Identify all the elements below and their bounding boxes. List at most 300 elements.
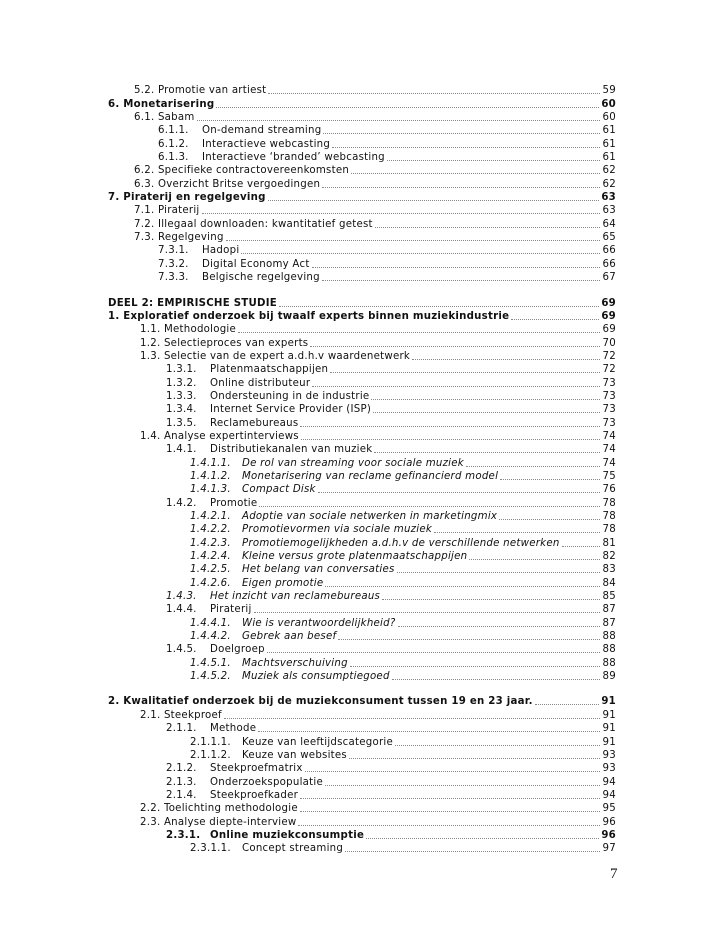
dot-leader bbox=[511, 319, 599, 320]
toc-entry-title: Promotievormen via sociale muziek bbox=[242, 524, 433, 536]
toc-entry-number: 1. bbox=[108, 310, 120, 322]
toc-entry-number: 7.2. bbox=[134, 218, 155, 230]
toc-entry-title: Reclamebureaus bbox=[210, 417, 299, 429]
dot-leader bbox=[366, 838, 599, 839]
dot-leader bbox=[310, 346, 600, 347]
toc-entry bbox=[108, 390, 616, 403]
toc-entry bbox=[108, 111, 616, 124]
toc-entry bbox=[108, 416, 616, 429]
dot-leader bbox=[562, 546, 600, 547]
toc-entry-title: Selectie van de expert a.d.h.v waardenetwerk bbox=[163, 350, 411, 362]
toc-entry bbox=[108, 296, 616, 309]
toc-entry-page: 74 bbox=[602, 444, 616, 456]
toc-entry-number: 6.1.1. bbox=[158, 125, 189, 137]
toc-entry-title: Piraterij bbox=[210, 604, 252, 616]
toc-entry bbox=[108, 670, 616, 683]
toc-entry-title: Exploratief onderzoek bij twaalf experts binnen muziekindustrie bbox=[123, 310, 510, 322]
toc-entry bbox=[108, 244, 616, 257]
toc-entry-number: 1.3.4. bbox=[166, 404, 197, 416]
dot-leader bbox=[298, 825, 600, 826]
toc-entry bbox=[108, 802, 616, 815]
toc-entry-label bbox=[190, 630, 336, 643]
toc-entry-label bbox=[166, 722, 256, 735]
toc-entry-page: 93 bbox=[602, 749, 616, 761]
toc-entry bbox=[108, 257, 616, 270]
toc-entry-title: Compact Disk bbox=[242, 484, 316, 496]
toc-entry-page: 84 bbox=[602, 577, 616, 589]
dot-leader bbox=[499, 519, 600, 520]
toc-entry-page: 74 bbox=[602, 430, 616, 442]
toc-entry-page: 88 bbox=[602, 644, 616, 656]
toc-entry-page: 95 bbox=[602, 803, 616, 815]
toc-entry bbox=[108, 643, 616, 656]
dot-leader bbox=[301, 439, 600, 440]
toc-entry bbox=[108, 496, 616, 509]
toc-entry-title: Regelgeving bbox=[157, 232, 224, 244]
toc-entry-title: Adoptie van sociale netwerken in marketingmix bbox=[242, 511, 498, 522]
dot-leader bbox=[349, 758, 600, 759]
toc-entry-number: 7.1. bbox=[134, 205, 155, 217]
dot-leader bbox=[238, 332, 600, 333]
toc-entry-number: 1.1. bbox=[140, 324, 161, 336]
dot-leader bbox=[392, 679, 600, 680]
dot-leader bbox=[312, 267, 600, 268]
toc-entry-title: Methode bbox=[210, 723, 257, 735]
toc-entry-page: 69 bbox=[601, 297, 616, 309]
toc-entry-number: 1.3.1. bbox=[166, 364, 197, 376]
dot-leader bbox=[300, 798, 600, 799]
toc-entry-title: Piraterij en regelgeving bbox=[123, 192, 266, 204]
toc-entry-number: 2.1.1.2. bbox=[190, 749, 231, 761]
toc-entry bbox=[108, 470, 616, 483]
dot-leader bbox=[325, 586, 600, 587]
toc-entry-label bbox=[190, 483, 316, 496]
toc-entry bbox=[108, 708, 616, 721]
toc-entry-number: 2. bbox=[108, 696, 120, 708]
dot-leader bbox=[374, 452, 600, 453]
toc-entry-number: 2.1.4. bbox=[166, 789, 197, 801]
toc-entry bbox=[108, 590, 616, 603]
toc-entry-label bbox=[134, 218, 373, 231]
dot-leader bbox=[434, 532, 600, 533]
toc-entry-title: Doelgroep bbox=[210, 644, 265, 656]
toc-entry bbox=[108, 483, 616, 496]
toc-entry bbox=[108, 376, 616, 389]
toc-entry bbox=[108, 603, 616, 616]
toc-entry-label bbox=[190, 749, 347, 762]
toc-entry-page: 91 bbox=[602, 709, 616, 721]
toc-entry-number: 1.4.1.3. bbox=[190, 484, 231, 496]
toc-entry-title: Online distributeur bbox=[210, 377, 311, 389]
toc-entry-title: Onderzoekspopulatie bbox=[210, 776, 323, 788]
toc-entry-page: 75 bbox=[602, 470, 616, 482]
toc-entry-page: 96 bbox=[602, 816, 616, 828]
toc-entry-number: 1.4.2.1. bbox=[190, 511, 231, 522]
toc-entry-page: 78 bbox=[602, 524, 616, 536]
toc-entry-page: 94 bbox=[602, 776, 616, 788]
toc-entry-label bbox=[140, 350, 410, 363]
toc-entry bbox=[108, 164, 616, 177]
toc-entry bbox=[108, 789, 616, 802]
toc-entry-page: 81 bbox=[602, 537, 616, 549]
toc-entry-label bbox=[166, 403, 371, 416]
toc-entry-label bbox=[166, 443, 372, 456]
dot-leader bbox=[345, 851, 600, 852]
toc-entry-label bbox=[158, 244, 239, 257]
dot-leader bbox=[375, 227, 600, 228]
toc-entry bbox=[108, 124, 616, 137]
toc-entry bbox=[108, 563, 616, 576]
dot-leader bbox=[535, 704, 600, 705]
toc-entry-title: De rol van streaming voor sociale muziek bbox=[242, 457, 464, 469]
dot-leader bbox=[268, 93, 600, 94]
toc-entry-page: 88 bbox=[602, 657, 616, 669]
toc-entry-page: 70 bbox=[602, 337, 616, 349]
dot-leader bbox=[466, 466, 600, 467]
toc-entry-label bbox=[190, 670, 390, 683]
toc-entry-title: Kwalitatief onderzoek bij de muziekconsument tussen 19 en 23 jaar. bbox=[123, 696, 533, 708]
toc-entry-label bbox=[190, 470, 498, 483]
toc-entry bbox=[108, 695, 616, 708]
toc-entry bbox=[108, 443, 616, 456]
toc-entry-label bbox=[190, 523, 432, 536]
toc-entry-page: 69 bbox=[602, 324, 616, 336]
toc-entry bbox=[108, 616, 616, 629]
toc-entry-label bbox=[166, 590, 380, 603]
toc-entry-page: 91 bbox=[602, 736, 616, 748]
toc-entry-number: 1.4.5.2. bbox=[190, 671, 231, 683]
dot-leader bbox=[397, 572, 600, 573]
dot-leader bbox=[351, 173, 600, 174]
toc-entry-title: Wie is verantwoordelijkheid? bbox=[242, 617, 396, 629]
toc-entry-title: Ondersteuning in de industrie bbox=[210, 390, 370, 402]
toc-entry-label bbox=[158, 258, 310, 271]
toc-entry-label bbox=[158, 151, 385, 164]
toc-entry bbox=[108, 456, 616, 469]
toc-entry bbox=[108, 137, 616, 150]
toc-entry-title: Specifieke contractovereenkomsten bbox=[157, 165, 350, 177]
dot-leader bbox=[258, 731, 600, 732]
toc-entry-title: Hadopi bbox=[202, 245, 240, 257]
toc-entry bbox=[108, 829, 616, 842]
toc-entry-page: 72 bbox=[602, 364, 616, 376]
toc-entry-number: 6.3. bbox=[134, 178, 155, 190]
toc-entry-number: 1.4.1.1. bbox=[190, 457, 231, 469]
toc-entry-label bbox=[108, 310, 509, 323]
toc-entry-label bbox=[190, 657, 348, 670]
toc-entry-page: 87 bbox=[602, 604, 616, 616]
dot-leader bbox=[254, 612, 600, 613]
toc-entry-label bbox=[166, 363, 328, 376]
toc-entry-title: Steekproefkader bbox=[210, 789, 299, 801]
toc-entry-number: 1.3.3. bbox=[166, 390, 197, 402]
dot-leader bbox=[382, 599, 600, 600]
toc-entry-label bbox=[140, 337, 308, 350]
toc-entry-label bbox=[134, 231, 224, 244]
toc-entry bbox=[108, 403, 616, 416]
toc-entry-number: 1.4.2.6. bbox=[190, 577, 231, 589]
toc-entry-page: 94 bbox=[602, 789, 616, 801]
toc-entry-title: On-demand streaming bbox=[202, 125, 322, 137]
toc-entry-label bbox=[190, 550, 467, 563]
toc-entry-page: 73 bbox=[602, 377, 616, 389]
toc-entry-page: 76 bbox=[602, 484, 616, 496]
toc-entry-label bbox=[190, 537, 560, 550]
toc-entry-number: 6.1. bbox=[134, 112, 155, 124]
toc-entry-page: 64 bbox=[602, 218, 616, 230]
toc-entry bbox=[108, 217, 616, 230]
dot-leader bbox=[241, 253, 600, 254]
toc-entry-number: 7.3.2. bbox=[158, 258, 189, 270]
dot-leader bbox=[387, 160, 600, 161]
toc-entry-page: 78 bbox=[602, 497, 616, 509]
toc-entry-page: 87 bbox=[602, 617, 616, 629]
toc-entry-title: Belgische regelgeving bbox=[202, 272, 320, 284]
toc-entry-page: 85 bbox=[602, 591, 616, 603]
toc-entry-label bbox=[134, 111, 195, 124]
toc-entry-page: 83 bbox=[602, 564, 616, 576]
toc-entry-number: 1.4. bbox=[140, 430, 161, 442]
toc-entry-label bbox=[166, 643, 265, 656]
toc-entry bbox=[108, 231, 616, 244]
toc-entry-page: 69 bbox=[601, 310, 616, 322]
toc-entry-title: Kleine versus grote platenmaatschappijen bbox=[242, 551, 468, 563]
dot-leader bbox=[305, 771, 600, 772]
toc-entry-title: Het inzicht van reclamebureaus bbox=[210, 591, 381, 603]
toc-entry bbox=[108, 510, 616, 523]
toc-entry-label bbox=[190, 563, 395, 576]
toc-entry bbox=[108, 775, 616, 788]
toc-entry bbox=[108, 630, 616, 643]
toc-entry-label bbox=[166, 377, 310, 390]
toc-entry-number: 1.4.1.2. bbox=[190, 470, 231, 482]
toc-entry-number: 2.1.3. bbox=[166, 776, 197, 788]
toc-entry bbox=[108, 815, 616, 828]
dot-leader bbox=[330, 372, 600, 373]
dot-leader bbox=[395, 745, 600, 746]
dot-leader bbox=[267, 652, 600, 653]
toc-entry-title: Promotie van artiest bbox=[157, 85, 267, 97]
toc-entry-number: 7.3. bbox=[134, 232, 155, 244]
toc-entry-title: Gebrek aan besef bbox=[242, 631, 337, 643]
toc-entry-number: 2.3.1.1. bbox=[190, 843, 231, 855]
toc-entry-label bbox=[166, 497, 257, 510]
toc-entry-label bbox=[158, 124, 321, 137]
toc-entry-title: Monetarisering van reclame gefinancierd model bbox=[242, 470, 499, 482]
dot-leader bbox=[259, 506, 600, 507]
dot-leader bbox=[216, 107, 599, 108]
toc-entry-number: 2.3.1. bbox=[166, 829, 201, 841]
toc-entry-label bbox=[158, 138, 330, 151]
toc-entry-number: 1.4.4.1. bbox=[190, 617, 231, 629]
toc-entry-page: 62 bbox=[602, 165, 616, 177]
toc-entry-number: 2.1.1. bbox=[166, 723, 197, 735]
toc-entry-number: 1.3. bbox=[140, 350, 161, 362]
toc-entry bbox=[108, 523, 616, 536]
dot-leader bbox=[322, 280, 600, 281]
toc-entry-page: 67 bbox=[602, 272, 616, 284]
toc-entry-title: Platenmaatschappijen bbox=[210, 364, 329, 376]
toc-entry-number: 1.4.4. bbox=[166, 604, 197, 616]
toc-entry-number: 1.4.2.2. bbox=[190, 524, 231, 536]
toc-entry-label bbox=[190, 617, 396, 630]
toc-entry-title: Piraterij bbox=[157, 205, 200, 217]
dot-leader bbox=[332, 147, 600, 148]
toc-entry-label bbox=[166, 603, 252, 616]
toc-entry-label bbox=[134, 164, 349, 177]
toc-entry-title: Selectieproces van experts bbox=[163, 337, 309, 349]
toc-entry-page: 66 bbox=[602, 258, 616, 270]
toc-entry-page: 78 bbox=[602, 511, 616, 522]
toc-entry-number: 5.2. bbox=[134, 85, 155, 97]
toc-entry-page: 63 bbox=[602, 205, 616, 217]
toc-entry-page: 62 bbox=[602, 178, 616, 190]
toc-entry-title: Het belang van conversaties bbox=[242, 564, 395, 576]
toc-entry-number: 7.3.1. bbox=[158, 245, 189, 257]
toc-entry bbox=[108, 762, 616, 775]
toc-entry bbox=[108, 430, 616, 443]
toc-entry-page: 72 bbox=[602, 350, 616, 362]
toc-entry-title: Muziek als consumptiegoed bbox=[242, 671, 390, 683]
toc-entry-number: 1.3.5. bbox=[166, 417, 197, 429]
toc-entry bbox=[108, 576, 616, 589]
toc-entry-page: 91 bbox=[601, 696, 616, 708]
toc-entry-label bbox=[108, 695, 533, 708]
toc-entry bbox=[108, 735, 616, 748]
toc-entry bbox=[108, 310, 616, 323]
page-number: 7 bbox=[610, 866, 618, 882]
toc-entry-title: Overzicht Britse vergoedingen bbox=[157, 178, 321, 190]
toc-entry-number: 6.2. bbox=[134, 165, 155, 177]
toc-entry bbox=[108, 350, 616, 363]
toc-entry bbox=[108, 722, 616, 735]
toc-entry bbox=[108, 271, 616, 284]
toc-entry bbox=[108, 204, 616, 217]
toc-entry-label bbox=[166, 776, 323, 789]
toc-entry-title: Monetarisering bbox=[123, 98, 215, 110]
toc-entry-label bbox=[190, 736, 393, 749]
table-of-contents bbox=[108, 84, 616, 855]
toc-entry-number: 6.1.3. bbox=[158, 152, 189, 164]
dot-leader bbox=[412, 359, 600, 360]
dot-leader bbox=[398, 626, 600, 627]
dot-leader bbox=[371, 399, 600, 400]
toc-entry-page: 82 bbox=[602, 551, 616, 563]
toc-entry-title: Keuze van websites bbox=[242, 749, 347, 761]
toc-entry bbox=[108, 177, 616, 190]
dot-leader bbox=[226, 240, 600, 241]
toc-entry-number: 1.4.3. bbox=[166, 591, 197, 603]
toc-entry-number: 1.4.2.4. bbox=[190, 551, 231, 563]
toc-entry bbox=[108, 842, 616, 855]
dot-leader bbox=[202, 213, 601, 214]
toc-entry-title: Internet Service Provider (ISP) bbox=[210, 404, 372, 416]
toc-entry-page: 59 bbox=[602, 85, 616, 97]
toc-entry-label bbox=[134, 84, 266, 97]
toc-entry-page: 96 bbox=[601, 829, 616, 841]
toc-entry-number: 7.3.3. bbox=[158, 272, 189, 284]
toc-entry-label bbox=[140, 323, 236, 336]
dot-leader bbox=[323, 133, 600, 134]
toc-entry bbox=[108, 323, 616, 336]
dot-leader bbox=[350, 666, 600, 667]
toc-entry-page: 65 bbox=[602, 232, 616, 244]
toc-entry bbox=[108, 97, 616, 110]
toc-entry-title: Steekproef bbox=[163, 709, 222, 721]
toc-entry-label bbox=[140, 430, 299, 443]
toc-entry-number: 2.2. bbox=[140, 803, 161, 815]
toc-entry-label bbox=[134, 204, 200, 217]
toc-entry-title: Interactieve ‘branded’ webcasting bbox=[202, 152, 385, 164]
toc-entry-label bbox=[140, 709, 222, 722]
toc-entry bbox=[108, 84, 616, 97]
toc-entry-page: 73 bbox=[602, 390, 616, 402]
toc-entry-label bbox=[158, 271, 320, 284]
toc-entry bbox=[108, 336, 616, 349]
dot-leader bbox=[268, 200, 600, 201]
toc-entry-title: Illegaal downloaden: kwantitatief getest bbox=[157, 218, 373, 230]
toc-entry-title: Steekproefmatrix bbox=[210, 763, 303, 775]
toc-entry-title: Online muziekconsumptie bbox=[210, 829, 365, 841]
toc-entry-page: 66 bbox=[602, 245, 616, 257]
toc-entry-page: 74 bbox=[602, 457, 616, 469]
toc-entry-title: Toelichting methodologie bbox=[163, 803, 298, 815]
toc-entry-number: 1.4.2.5. bbox=[190, 564, 231, 576]
toc-entry-number: 2.1.2. bbox=[166, 763, 197, 775]
toc-entry-title: Keuze van leeftijdscategorie bbox=[242, 736, 394, 748]
dot-leader bbox=[300, 811, 600, 812]
toc-entry-number: 6.1.2. bbox=[158, 138, 189, 150]
toc-entry-label bbox=[108, 191, 266, 204]
toc-entry-title: Interactieve webcasting bbox=[202, 138, 331, 150]
toc-entry-title: Machtsverschuiving bbox=[242, 657, 348, 669]
toc-entry-number: 2.1.1.1. bbox=[190, 736, 231, 748]
toc-entry-title: Eigen promotie bbox=[242, 577, 324, 589]
toc-entry-title: Promotie bbox=[210, 497, 258, 509]
toc-entry-label bbox=[166, 789, 298, 802]
toc-entry-page: 63 bbox=[601, 192, 616, 204]
toc-entry-title: Promotiemogelijkheden a.d.h.v de verschillende netwerken bbox=[242, 537, 560, 549]
toc-entry bbox=[108, 151, 616, 164]
toc-entry-label bbox=[166, 417, 298, 430]
toc-entry-number: 1.4.5.1. bbox=[190, 657, 231, 669]
toc-entry-number: 1.2. bbox=[140, 337, 161, 349]
toc-entry-title: Distributiekanalen van muziek bbox=[210, 444, 373, 456]
toc-entry-label bbox=[166, 829, 364, 842]
dot-leader bbox=[500, 479, 600, 480]
toc-entry-number: 2.1. bbox=[140, 709, 161, 721]
toc-entry-label bbox=[140, 816, 296, 829]
toc-entry bbox=[108, 656, 616, 669]
toc-entry-title: Analyse diepte-interview bbox=[163, 816, 297, 828]
toc-entry-page: 61 bbox=[602, 152, 616, 164]
toc-entry-number: 1.4.1. bbox=[166, 444, 197, 456]
dot-leader bbox=[197, 120, 600, 121]
toc-entry-title: Analyse expertinterviews bbox=[163, 430, 299, 442]
dot-leader bbox=[224, 718, 600, 719]
toc-entry-label bbox=[190, 577, 323, 590]
dot-leader bbox=[279, 306, 599, 307]
toc-entry-page: 73 bbox=[602, 404, 616, 416]
dot-leader bbox=[469, 559, 600, 560]
toc-entry-title: DEEL 2: EMPIRISCHE STUDIE bbox=[108, 297, 277, 309]
toc-entry bbox=[108, 536, 616, 549]
dot-leader bbox=[312, 386, 600, 387]
toc-entry-page: 73 bbox=[602, 417, 616, 429]
toc-entry-label bbox=[166, 390, 369, 403]
toc-entry-number: 2.3. bbox=[140, 816, 161, 828]
toc-entry-label bbox=[190, 510, 497, 523]
